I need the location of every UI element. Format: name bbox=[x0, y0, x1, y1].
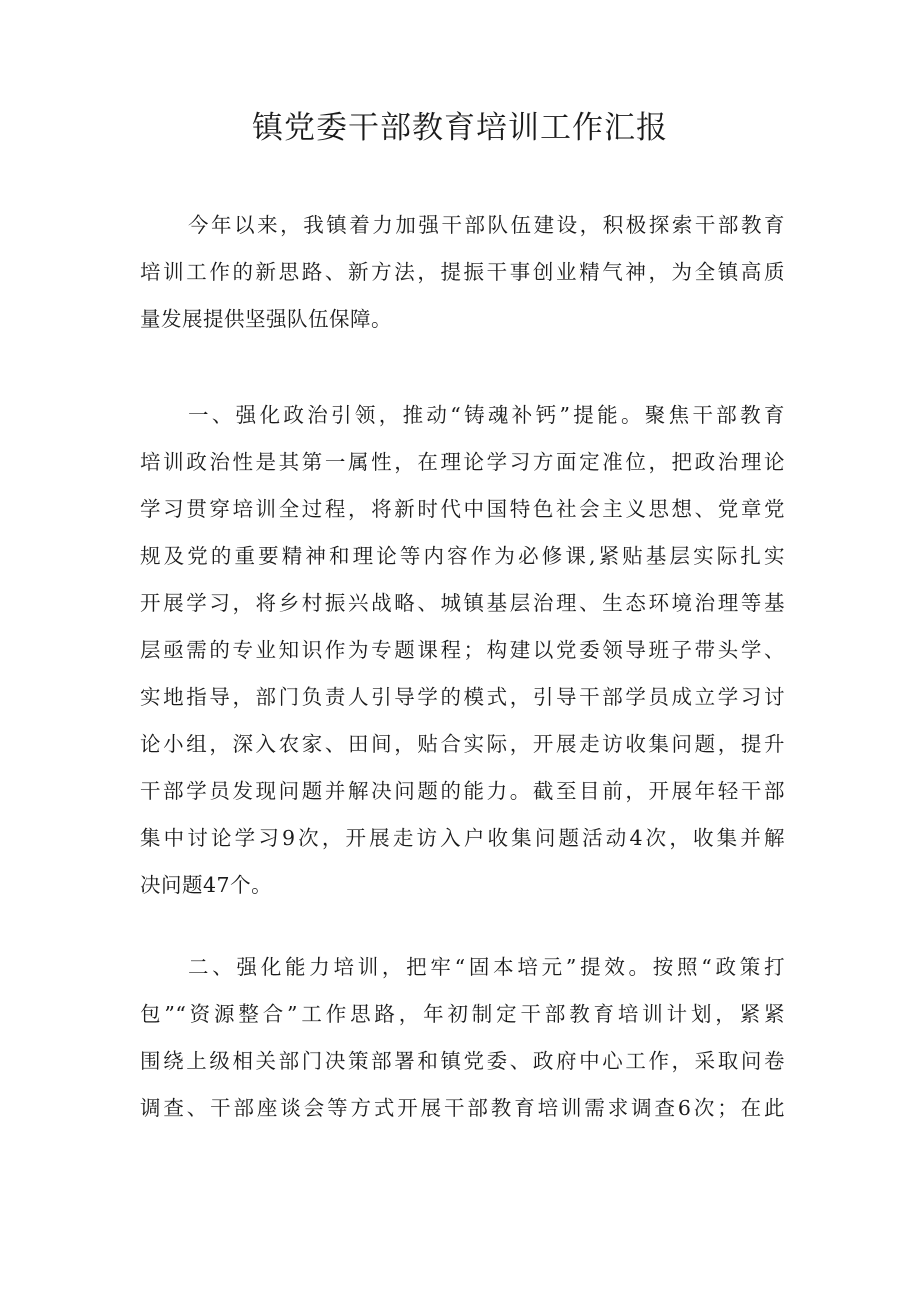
paragraph-section-one bbox=[140, 392, 785, 909]
paragraph-section-two bbox=[140, 944, 785, 1132]
paragraph-line: 实地指导，部门负责人引导学的模式，引导干部学员成立学习讨 bbox=[140, 685, 785, 709]
paragraph-line: 干部学员发现问题并解决问题的能力。截至目前，开展年轻干部 bbox=[140, 779, 785, 803]
paragraph-line: 围绕上级相关部门决策部署和镇党委、政府中心工作，采取问卷 bbox=[140, 1049, 785, 1073]
paragraph-line: 量发展提供坚强队伍保障。 bbox=[140, 307, 392, 331]
document-title: 镇党委干部教育培训工作汇报 bbox=[252, 110, 668, 146]
paragraph-line: 今年以来，我镇着力加强干部队伍建设，积极探索干部教育 bbox=[188, 213, 785, 237]
paragraph-line: 培训工作的新思路、新方法，提振干事创业精气神，为全镇高质 bbox=[140, 260, 785, 284]
paragraph-line: 包”“资源整合”工作思路，年初制定干部教育培训计划，紧紧 bbox=[140, 1002, 785, 1026]
paragraph-line: 一、强化政治引领，推动“铸魂补钙”提能。聚焦干部教育 bbox=[188, 403, 785, 427]
paragraph-line: 规及党的重要精神和理论等内容作为必修课,紧贴基层实际扎实 bbox=[140, 544, 785, 568]
paragraph-line: 论小组，深入农家、田间，贴合实际，开展走访收集问题，提升 bbox=[140, 732, 785, 756]
paragraph-line: 层亟需的专业知识作为专题课程；构建以党委领导班子带头学、 bbox=[140, 638, 785, 662]
paragraph-line: 开展学习，将乡村振兴战略、城镇基层治理、生态环境治理等基 bbox=[140, 591, 785, 615]
paragraph-line: 学习贯穿培训全过程，将新时代中国特色社会主义思想、党章党 bbox=[140, 497, 785, 521]
paragraph-line: 培训政治性是其第一属性，在理论学习方面定准位，把政治理论 bbox=[140, 450, 785, 474]
paragraph-line: 决问题47个。 bbox=[140, 873, 273, 897]
paragraph-line: 二、强化能力培训，把牢“固本培元”提效。按照“政策打 bbox=[188, 955, 785, 979]
paragraph-line: 调查、干部座谈会等方式开展干部教育培训需求调查6次；在此 bbox=[140, 1096, 785, 1120]
paragraph-intro bbox=[140, 202, 785, 343]
paragraph-line: 集中讨论学习9次，开展走访入户收集问题活动4次，收集并解 bbox=[140, 826, 785, 850]
